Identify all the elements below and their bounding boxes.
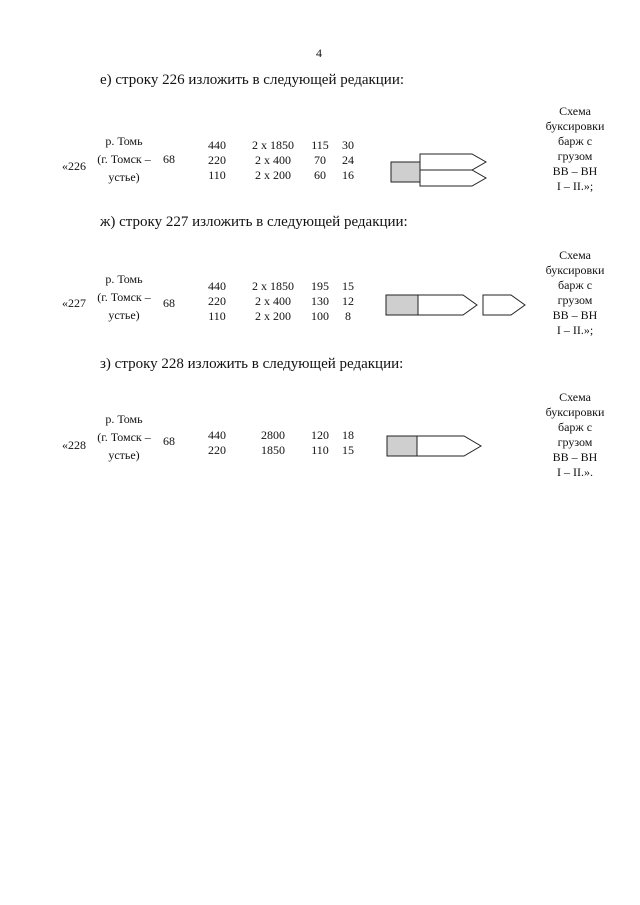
row-number: «226	[62, 159, 86, 173]
towing-scheme-diagram	[390, 152, 490, 186]
depth-value: 68	[163, 434, 175, 448]
power-column: 440 220 110	[208, 138, 226, 182]
barge-column: 2800 1850	[261, 428, 285, 457]
value-column-b: 18 15	[342, 428, 354, 457]
scheme-description: Схема буксировки барж с грузом ВВ – ВН I – II.»;	[545, 104, 605, 193]
table-row-228	[0, 390, 640, 490]
section-heading-227: ж) строку 227 изложить в следующей редакции:	[100, 214, 408, 230]
row-number: «227	[62, 296, 86, 310]
barge-icon	[417, 436, 481, 456]
river-cell: р. Томь (г. Томск – устье)	[97, 412, 151, 462]
barge-column: 2 x 1850 2 x 400 2 x 200	[252, 279, 294, 323]
towing-scheme-diagram	[386, 433, 486, 459]
power-column: 440 220	[208, 428, 226, 457]
table-row-226	[0, 102, 640, 202]
section-heading-226: е) строку 226 изложить в следующей редакции:	[100, 72, 405, 88]
table-row-227	[0, 248, 640, 348]
scheme-description: Схема буксировки барж с грузом ВВ – ВН I – II.»;	[545, 248, 605, 337]
tug-icon	[386, 295, 418, 315]
section-heading-228: з) строку 228 изложить в следующей редакции:	[100, 356, 404, 372]
barge-second-icon	[483, 295, 525, 315]
row-number: «228	[62, 438, 86, 452]
barge-bottom-icon	[420, 170, 486, 186]
value-column-a: 120 110	[311, 428, 329, 457]
value-column-b: 15 12 8	[342, 279, 354, 323]
barge-column: 2 x 1850 2 x 400 2 x 200	[252, 138, 294, 182]
value-column-a: 195 130 100	[311, 279, 329, 323]
barge-first-icon	[418, 295, 477, 315]
barge-top-icon	[420, 154, 486, 170]
power-column: 440 220 110	[208, 279, 226, 323]
depth-value: 68	[163, 296, 175, 310]
river-cell: р. Томь (г. Томск – устье)	[97, 134, 151, 184]
value-column-b: 30 24 16	[342, 138, 354, 182]
towing-scheme-diagram	[385, 292, 530, 318]
river-cell: р. Томь (г. Томск – устье)	[97, 272, 151, 322]
tug-icon	[387, 436, 417, 456]
depth-value: 68	[163, 152, 175, 166]
page-number: 4	[316, 46, 322, 60]
value-column-a: 115 70 60	[311, 138, 329, 182]
scheme-description: Схема буксировки барж с грузом ВВ – ВН I – II.».	[545, 390, 605, 479]
